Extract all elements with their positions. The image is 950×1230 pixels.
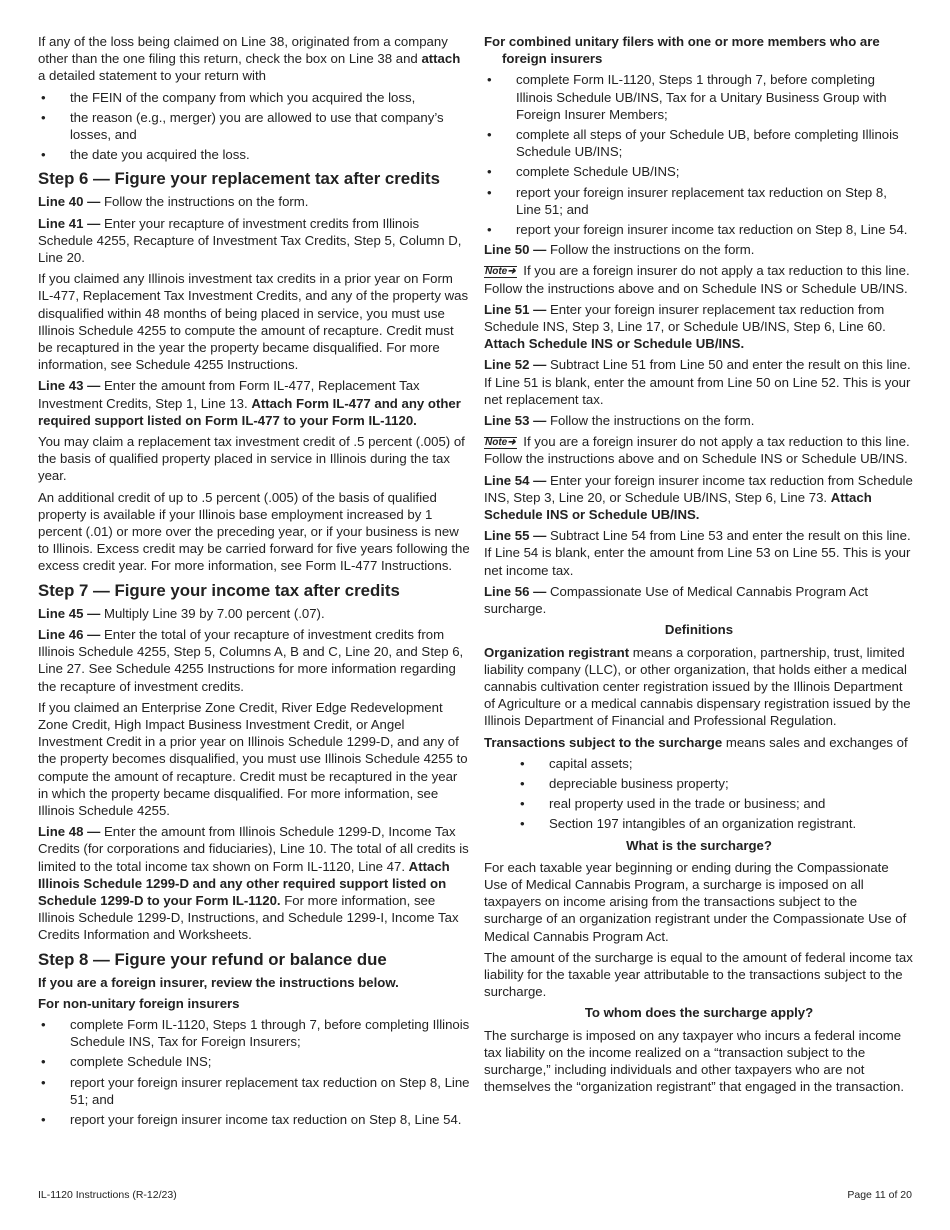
list-item: • report your foreign insurer income tax reduction on Step 8, Line 54. — [38, 1111, 470, 1128]
line53-paragraph: Line 53 — Follow the instructions on the form. — [484, 413, 755, 429]
line52-paragraph: Line 52 — Subtract Line 51 from Line 50 and enter the result on this line. If Line 51 is blank, enter the amount from Line 50 on Line 52. This is your net replacement tax. — [484, 357, 911, 407]
combined-unitary-bullet-list — [484, 71, 914, 238]
list-item: • report your foreign insurer replacement tax reduction on Step 8, Line 51; and — [484, 184, 914, 218]
step7-heading: Step 7 — Figure your income tax after credits — [38, 580, 400, 600]
note1-paragraph: Note➜ If you are a foreign insurer do not apply a tax reduction to this line. Follow the instructions above and on Schedule INS or Schedule UB/INS. — [484, 263, 910, 296]
right-column — [484, 33, 914, 1099]
transaction-bullet-list — [484, 755, 914, 833]
footer-form-id: IL-1120 Instructions (R-12/23) — [38, 1189, 177, 1201]
list-item: • the FEIN of the company from which you acquired the loss, — [38, 89, 470, 106]
note-icon: Note➜ — [485, 437, 516, 449]
non-unitary-bullet-list — [38, 1016, 470, 1128]
list-item: • capital assets; — [484, 755, 914, 772]
whom-surcharge-paragraph: The surcharge is imposed on any taxpayer who incurs a federal income tax liability on the income realized on a “transaction subject to the surcharge,” including individuals and other taxpayers who are not themselves the “organization registrant” that engaged in the transaction. — [484, 1027, 905, 1095]
list-item: • the reason (e.g., merger) you are allowed to use that company’s losses, and — [38, 109, 470, 143]
note-icon: Note➜ — [485, 266, 516, 278]
line50-paragraph: Line 50 — Follow the instructions on the form. — [484, 242, 755, 258]
step8-heading: Step 8 — Figure your refund or balance due — [38, 949, 387, 969]
line56-paragraph: Line 56 — Compassionate Use of Medical Cannabis Program Act surcharge. — [484, 583, 869, 617]
list-item: • complete Schedule INS; — [38, 1053, 470, 1070]
loss-bullet-list — [38, 89, 470, 164]
line40-paragraph: Line 40 — Follow the instructions on the form. — [38, 194, 309, 210]
what-surcharge-heading: What is the surcharge? — [626, 837, 772, 853]
list-item: • Section 197 intangibles of an organization registrant. — [484, 815, 914, 832]
list-item: • real property used in the trade or business; and — [484, 795, 914, 812]
list-item: • the date you acquired the loss. — [38, 146, 470, 163]
investment-credit-paragraph: If you claimed any Illinois investment tax credits in a prior year on Form IL-477, Replacement Tax Investment Credits, and any of the property was disqualified within 48 months of being placed in service, you must use Illinois Schedule 4255 to compute the amount of recapture. Credit must be recaptured in the year the property became disqualified. For more information, see Schedule 4255 Instructions. — [38, 271, 469, 373]
line45-paragraph: Line 45 — Multiply Line 39 by 7.00 percent (.07). — [38, 605, 325, 621]
line46-paragraph: Line 46 — Enter the total of your recapture of investment credits from Illinois Schedule 4255, Step 5, Columns A, B and C, Line 20, and Step 6, Line 27. See Schedule 4255 Instructions for more information regarding the recapture of investment credits. — [38, 626, 464, 694]
list-item: • report your foreign insurer income tax reduction on Step 8, Line 54. — [484, 221, 914, 238]
loss-intro-paragraph: If any of the loss being claimed on Line 38, originated from a company other than the one filing this return, check the box on Line 38 and attach a detailed statement to your return with — [38, 34, 461, 84]
additional-credit-paragraph: An additional credit of up to .5 percent (.005) of the basis of qualified property is available if your Illinois base employment increased by 1 percent (.01) or more over the preceding year, or if your business is new to Illinois. Excess credit may be carried forward for five years following the excess credit year. For more information, see Form IL-477 Instructions. — [38, 489, 470, 574]
what-surcharge-paragraph-1: For each taxable year beginning or ending during the Compassionate Use of Medical Cannabis Program, a surcharge is imposed on all taxpayers on income arising from the transactions subject to the surcharge of an organization registrant under the Compassionate Use of Medical Cannabis Program Act. — [484, 859, 907, 944]
list-item: • complete all steps of your Schedule UB, before completing Illinois Schedule UB/INS; — [484, 126, 914, 160]
org-registrant-definition: Organization registrant means a corporation, partnership, trust, limited liability company (LLC), or other organization, that holds either a medical cannabis cultivation center registration issued by the Illinois Department of Agriculture or a medical cannabis dispensary registration issued by the Illinois Department of Financial and Professional Regulation. — [484, 644, 911, 729]
list-item: • report your foreign insurer replacement tax reduction on Step 8, Line 51; and — [38, 1074, 470, 1108]
what-surcharge-paragraph-2: The amount of the surcharge is equal to the amount of federal income tax liability for the taxable year attributable to the transactions subject to the surcharge. — [484, 949, 913, 1000]
line41-paragraph: Line 41 — Enter your recapture of investment credits from Illinois Schedule 4255, Recapture of Investment Tax Credits, Step 5, Column D, Line 20. — [38, 215, 462, 266]
left-column — [38, 33, 470, 1131]
claim-credit-paragraph: You may claim a replacement tax investment credit of .5 percent (.005) of the basis of qualified property placed in service in Illinois during the tax year. — [38, 434, 465, 484]
line51-paragraph: Line 51 — Enter your foreign insurer replacement tax reduction from Schedule INS, Step 3, Line 17, or Schedule UB/INS, Step 6, Line 60. Attach Schedule INS or Schedule UB/INS. — [484, 301, 886, 352]
note2-paragraph: Note➜ If you are a foreign insurer do not apply a tax reduction to this line. Follow the instructions above and on Schedule INS or Schedule UB/INS. — [484, 434, 910, 467]
line43-paragraph: Line 43 — Enter the amount from Form IL-477, Replacement Tax Investment Credits, Step 1, Line 13. Attach Form IL-477 and any other required support listed on Form IL-477 to your Form IL-1120. — [38, 378, 461, 428]
list-item: • depreciable business property; — [484, 775, 914, 792]
list-item: • complete Schedule UB/INS; — [484, 163, 914, 180]
list-item: • complete Form IL-1120, Steps 1 through 7, before completing Illinois Schedule INS, Tax for Foreign Insurers; — [38, 1016, 470, 1050]
enterprise-zone-paragraph: If you claimed an Enterprise Zone Credit, River Edge Redevelopment Zone Credit, High Impact Business Investment Credit, or Angel Investment Credit in a prior year on Illinois Schedule 1299-D, and any of the property becomes disqualified, you must use Illinois Schedule 4255 to compute the amount of recapture. Credit must be recaptured in the year in which the property became disqualified. For more information, see Illinois Schedule 4255. — [38, 699, 468, 818]
foreign-insurer-review: If you are a foreign insurer, review the instructions below. — [38, 974, 399, 990]
list-item: • complete Form IL-1120, Steps 1 through 7, before completing Illinois Schedule UB/INS, Tax for a Unitary Business Group with Foreign Insurer Members; — [484, 71, 914, 123]
footer-page-number: Page 11 of 20 — [847, 1189, 912, 1201]
line48-paragraph: Line 48 — Enter the amount from Illinois Schedule 1299-D, Income Tax Credits (for corporations and fiduciaries), Line 10. The total of all credits is limited to the total income tax shown on Form IL-1120, Line 47. Attach Illinois Schedule 1299-D and any other required support listed on Schedule 1299-D to your Form IL-1120. For more information, see Illinois Schedule 1299-D, Instructions, and Schedule 1299-I, Income Tax Credits Information and Worksheets. — [38, 824, 469, 943]
non-unitary-heading: For non-unitary foreign insurers — [38, 995, 240, 1011]
combined-unitary-heading: For combined unitary filers with one or more members who are foreign insurers — [484, 34, 880, 67]
transactions-definition: Transactions subject to the surcharge means sales and exchanges of — [484, 734, 908, 750]
definitions-heading: Definitions — [664, 622, 734, 638]
line54-paragraph: Line 54 — Enter your foreign insurer income tax reduction from Schedule INS, Step 3, Line 20, or Schedule UB/INS, Step 6, Line 73. Attach Schedule INS or Schedule UB/INS. — [484, 472, 913, 523]
whom-surcharge-heading: To whom does the surcharge apply? — [584, 1005, 814, 1021]
line55-paragraph: Line 55 — Subtract Line 54 from Line 53 and enter the result on this line. If Line 54 is blank, enter the amount from Line 53 on Line 55. This is your net income tax. — [484, 528, 911, 578]
step6-heading: Step 6 — Figure your replacement tax after credits — [38, 169, 440, 189]
